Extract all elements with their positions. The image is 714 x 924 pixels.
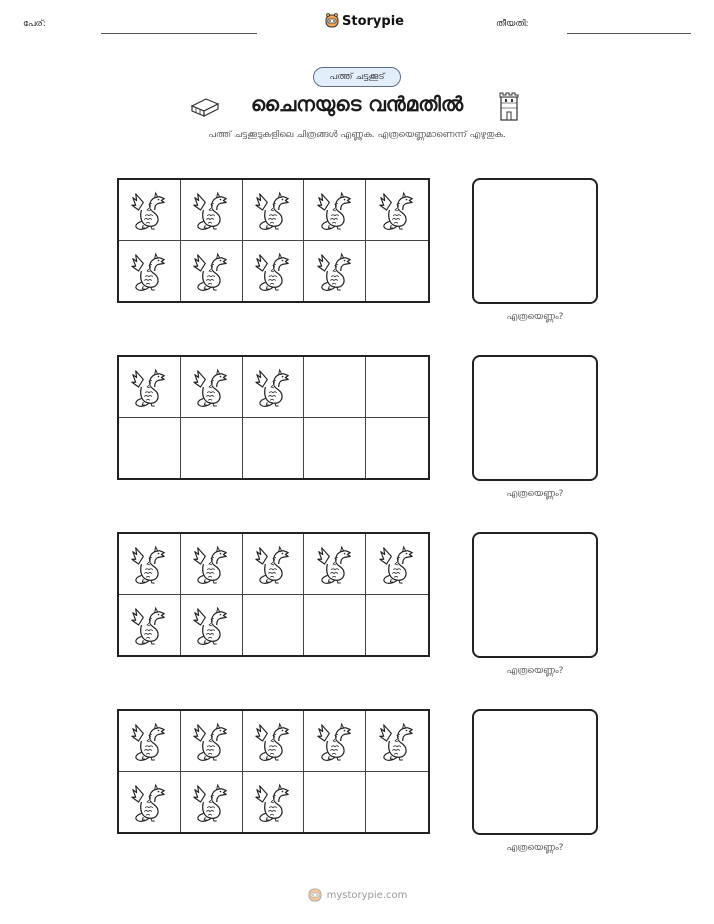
frame-cell (181, 357, 243, 418)
dragon-icon (192, 781, 230, 823)
mascot-icon (325, 13, 339, 29)
dragon-icon (130, 543, 168, 585)
frame-cell (119, 418, 181, 479)
frame-cell (119, 595, 181, 656)
dragon-icon (316, 543, 354, 585)
dragon-icon (378, 189, 416, 231)
frame-cell (243, 711, 305, 772)
frame-cell (119, 180, 181, 241)
frame-cell (243, 357, 305, 418)
dragon-icon (316, 189, 354, 231)
dragon-icon (130, 366, 168, 408)
frame-cell (366, 180, 428, 241)
frame-cell (243, 418, 305, 479)
frame-cell (366, 241, 428, 302)
worksheet-title: ചൈനയുടെ വൻമതിൽ (250, 92, 464, 116)
dragon-icon (254, 543, 292, 585)
frame-cell (119, 772, 181, 833)
dragon-icon (254, 189, 292, 231)
how-many-label: എത്രയെണ്ണം? (506, 312, 564, 322)
frame-cell (119, 711, 181, 772)
frame-cell (181, 180, 243, 241)
frame-cell (304, 772, 366, 833)
frame-cell (181, 534, 243, 595)
frame-cell (243, 595, 305, 656)
date-line[interactable] (567, 33, 691, 34)
dragon-icon (316, 250, 354, 292)
answer-box[interactable] (472, 178, 598, 304)
dragon-icon (254, 366, 292, 408)
frame-cell (243, 534, 305, 595)
answer-box[interactable] (472, 532, 598, 658)
frame-cell (304, 595, 366, 656)
frame-cell (304, 418, 366, 479)
topic-tag-text: പത്ത് ചട്ടക്കൂട് (329, 72, 385, 82)
answer-box[interactable] (472, 355, 598, 481)
topic-tag (313, 67, 401, 87)
frame-cell (119, 534, 181, 595)
frame-cell (304, 180, 366, 241)
answer-box[interactable] (472, 709, 598, 835)
frame-cell (243, 180, 305, 241)
frame-cell (181, 772, 243, 833)
frame-cell (366, 772, 428, 833)
mascot-icon (307, 887, 323, 903)
frame-cell (304, 241, 366, 302)
footer-url[interactable]: mystorypie.com (326, 889, 408, 901)
tower-icon (498, 91, 520, 125)
dragon-icon (130, 781, 168, 823)
dragon-icon (192, 720, 230, 762)
dragon-icon (192, 250, 230, 292)
frame-cell (181, 711, 243, 772)
how-many-label: എത്രയെണ്ണം? (506, 666, 564, 676)
brand-logo (325, 13, 404, 29)
dragon-icon (192, 543, 230, 585)
dragon-icon (378, 543, 416, 585)
frame-cell (366, 534, 428, 595)
dragon-icon (192, 366, 230, 408)
frame-cell (304, 534, 366, 595)
how-many-label: എത്രയെണ്ണം? (506, 489, 564, 499)
ten-frame (117, 178, 430, 303)
dragon-icon (130, 604, 168, 646)
ten-frame (117, 709, 430, 834)
name-line[interactable] (101, 33, 257, 34)
frame-cell (366, 711, 428, 772)
dragon-icon (378, 720, 416, 762)
name-label: പേര്: (23, 19, 46, 29)
frame-cell (119, 357, 181, 418)
dragon-icon (130, 250, 168, 292)
ten-frame (117, 355, 430, 480)
dragon-icon (192, 604, 230, 646)
dragon-icon (130, 720, 168, 762)
frame-cell (181, 418, 243, 479)
frame-cell (304, 711, 366, 772)
frame-cell (181, 595, 243, 656)
dragon-icon (254, 250, 292, 292)
dragon-icon (254, 781, 292, 823)
frame-cell (243, 772, 305, 833)
frame-cell (181, 241, 243, 302)
dragon-icon (130, 189, 168, 231)
dragon-icon (254, 720, 292, 762)
dragon-icon (316, 720, 354, 762)
date-label: തീയതി: (496, 19, 529, 29)
frame-cell (304, 357, 366, 418)
frame-cell (243, 241, 305, 302)
how-many-label: എത്രയെണ്ണം? (506, 843, 564, 853)
frame-cell (366, 418, 428, 479)
frame-cell (366, 357, 428, 418)
footer (0, 887, 714, 903)
frame-cell (366, 595, 428, 656)
frame-cell (119, 241, 181, 302)
instructions: പത്ത് ചട്ടക്കൂടുകളിലെ ചിത്രങ്ങൾ എണ്ണുക. എത്രയെണ്ണമാണെന്ന് എഴുതുക. (208, 130, 506, 140)
ten-frame (117, 532, 430, 657)
brand-name: Storypie (342, 13, 404, 29)
dragon-icon (192, 189, 230, 231)
